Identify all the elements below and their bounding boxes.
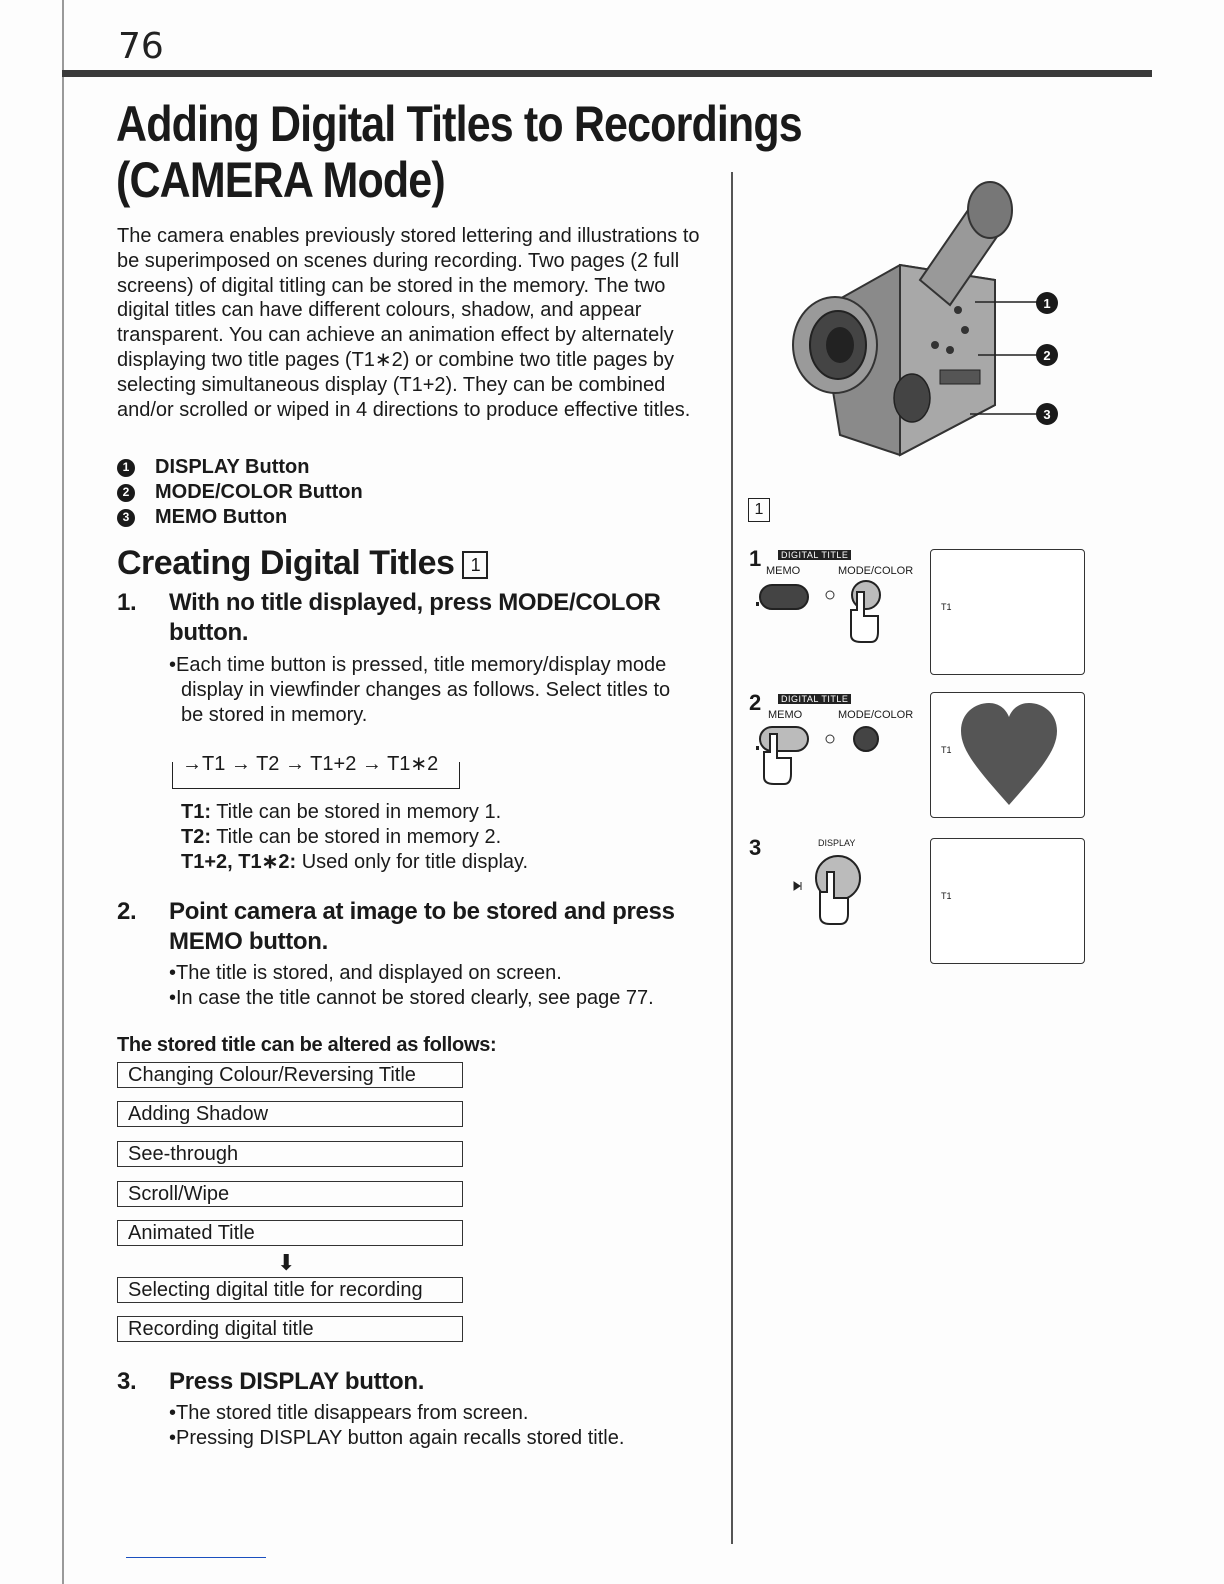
- viewfinder-screen: [930, 692, 1085, 818]
- step-title-line: Point camera at image to be stored and press: [169, 898, 675, 925]
- figure-ref-box: 1: [462, 551, 488, 579]
- definition-item: [181, 800, 528, 825]
- down-arrow-icon: ⬇: [277, 1250, 296, 1275]
- camcorder-illustration: [780, 170, 1080, 470]
- bullet-line: •The stored title disappears from screen.: [169, 1402, 529, 1424]
- definition-desc: Title can be stored in memory 1.: [211, 801, 502, 823]
- panel-number: 3: [749, 835, 762, 860]
- section-heading: [117, 544, 488, 583]
- viewfinder-screen: [930, 549, 1085, 675]
- screen-mode-text: T1: [941, 745, 952, 755]
- definition-term: T1:: [181, 801, 211, 823]
- title-line-2: (CAMERA Mode): [116, 152, 445, 208]
- flow-box: See-through: [117, 1141, 463, 1167]
- flow-box: Selecting digital title for recording: [117, 1277, 463, 1303]
- step-title: [169, 588, 729, 648]
- footer-line: [126, 1557, 266, 1558]
- step-1-bullet: [169, 653, 729, 728]
- callout-1-icon: 1: [117, 459, 135, 477]
- bullet-line: •In case the title cannot be stored clearly, see page 77.: [169, 987, 654, 1009]
- flow-box: Animated Title: [117, 1220, 463, 1246]
- button-list-item: [117, 505, 363, 530]
- memo-label: MEMO: [766, 565, 801, 577]
- page-title: [116, 96, 802, 208]
- column-divider: [731, 172, 733, 1544]
- panel-number: 2: [749, 690, 762, 715]
- bullet-line: •Pressing DISPLAY button again recalls stored title.: [169, 1427, 625, 1449]
- step-3: [117, 1367, 727, 1399]
- heart-icon: [959, 701, 1059, 807]
- callout-marker: [1036, 403, 1058, 425]
- mode-color-label: MODE/COLOR: [838, 709, 914, 721]
- memo-button-icon: [760, 585, 808, 609]
- step-title-line: With no title displayed, press MODE/COLOR: [169, 589, 661, 616]
- step-2: [117, 897, 727, 957]
- bullet-line: display in viewfinder changes as follows. Select titles to: [181, 679, 671, 701]
- step-number: 2.: [117, 898, 137, 925]
- callout-2-icon: 2: [117, 484, 135, 502]
- callout-1-icon: 1: [1036, 292, 1058, 314]
- definition-desc: Used only for title display.: [296, 851, 529, 873]
- cycle-arrow-icon: →: [182, 753, 202, 775]
- button-label: DISPLAY Button: [155, 456, 310, 478]
- indicator-icon: [826, 591, 834, 599]
- display-label: DISPLAY: [818, 838, 856, 848]
- play-icon: [794, 882, 801, 890]
- callout-2-icon: 2: [1036, 344, 1058, 366]
- bullet-line: •The title is stored, and displayed on screen.: [169, 962, 562, 984]
- step-2-bullets: [169, 961, 729, 1011]
- definition-item: [181, 850, 528, 875]
- flow-box: Scroll/Wipe: [117, 1181, 463, 1207]
- viewfinder-screen: [930, 838, 1085, 964]
- definition-term: T1+2, T1∗2:: [181, 851, 297, 873]
- flow-box: Changing Colour/Reversing Title: [117, 1062, 463, 1088]
- screen-mode-text: T1: [941, 891, 952, 901]
- callout-marker: [1036, 292, 1058, 314]
- title-line-1: Adding Digital Titles to Recordings: [116, 96, 802, 152]
- button-label: MODE/COLOR Button: [155, 481, 363, 503]
- bullet-line: •Each time button is pressed, title memory/display mode: [169, 654, 667, 676]
- panel-2-buttons: [756, 722, 896, 792]
- mode-color-label: MODE/COLOR: [838, 565, 914, 577]
- panel-3-button: [790, 852, 880, 932]
- digital-title-tag: DIGITAL TITLE: [778, 550, 851, 560]
- step-number: 3.: [117, 1368, 137, 1395]
- step-3-bullets: [169, 1401, 729, 1451]
- cycle-text: T1 → T2 → T1+2 → T1∗2: [202, 753, 439, 775]
- section-heading-text: Creating Digital Titles: [117, 544, 455, 582]
- step-1: [117, 588, 727, 648]
- indicator-icon: [826, 735, 834, 743]
- mode-cycle: [178, 751, 442, 776]
- step-number: 1.: [117, 589, 137, 616]
- digital-title-tag: DIGITAL TITLE: [778, 694, 851, 704]
- step-title-line: MEMO button.: [169, 928, 329, 955]
- button-list-item: [117, 480, 363, 505]
- memo-button-icon: [760, 727, 808, 751]
- panel-number: 1: [749, 546, 762, 571]
- step-title-line: button.: [169, 619, 249, 646]
- screen-mode-text: T1: [941, 602, 952, 612]
- callout-3-icon: 3: [117, 509, 135, 527]
- step-title-line: Press DISPLAY button.: [169, 1368, 425, 1395]
- header-rule: [62, 70, 1152, 77]
- figure-box-label: 1: [748, 498, 770, 522]
- flow-box: Adding Shadow: [117, 1101, 463, 1127]
- flow-box: Recording digital title: [117, 1316, 463, 1342]
- step-title: [169, 1367, 729, 1397]
- panel-1-buttons: [756, 580, 896, 650]
- alter-heading: The stored title can be altered as follows:: [117, 1034, 497, 1056]
- callout-3-icon: 3: [1036, 403, 1058, 425]
- callout-marker: [1036, 344, 1058, 366]
- memo-label: MEMO: [768, 709, 803, 721]
- bullet-line: be stored in memory.: [181, 704, 368, 726]
- page-number: 76: [118, 26, 164, 67]
- definition-term: T2:: [181, 826, 211, 848]
- button-label: MEMO Button: [155, 506, 288, 528]
- button-list: [117, 455, 363, 530]
- page-edge: [62, 0, 64, 1584]
- definition-desc: Title can be stored in memory 2.: [211, 826, 502, 848]
- step-title: [169, 897, 729, 957]
- button-list-item: [117, 455, 363, 480]
- intro-paragraph: The camera enables previously stored lettering and illustrations to be superimposed on scenes during recording. Two pages (2 full screens) of digital titling can be stored in the memory. The two digital titles can have different colours, shadow, and appear transparent. You can achieve an animation effect by alternately displaying two title pages (T1∗2) or combine two title pages by selecting simultaneous display (T1+2). They can be combined and/or scrolled or wiped in 4 directions to produce effective titles.: [117, 225, 700, 421]
- definitions: [181, 800, 528, 875]
- definition-item: [181, 825, 528, 850]
- mode-color-button-icon: [854, 727, 878, 751]
